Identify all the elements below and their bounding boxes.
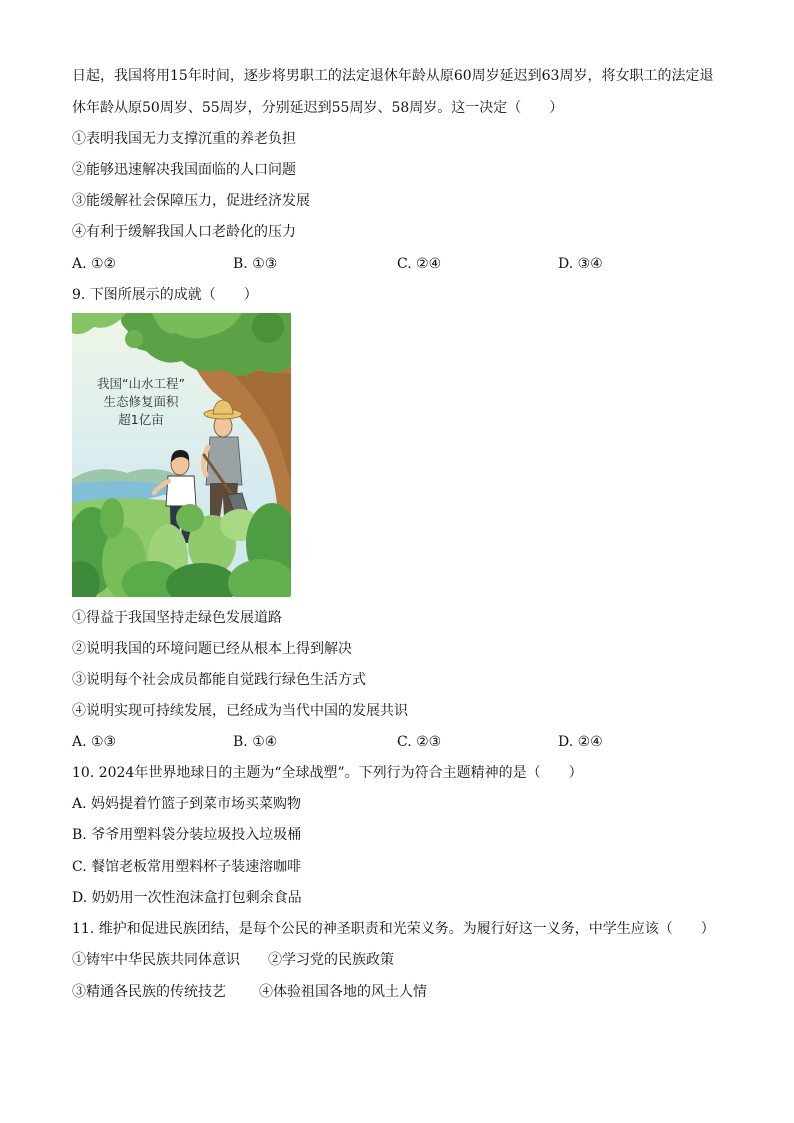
q11-stem: 11. 维护和促进民族团结，是每个公民的神圣职责和光荣义务。为履行好这一义务，中学生应该（ ） bbox=[72, 921, 715, 937]
q11-statement-3: ③精通各民族的传统技艺 bbox=[72, 984, 226, 1000]
q9-option-c: C. ②③ bbox=[397, 734, 442, 750]
q9-statement-2: ②说明我国的环境问题已经从根本上得到解决 bbox=[72, 641, 352, 657]
q9-illustration bbox=[72, 313, 291, 597]
q9-option-b: B. ①④ bbox=[233, 734, 278, 750]
q9-option-d: D. ②④ bbox=[558, 734, 603, 750]
foreground-bushes bbox=[72, 498, 291, 597]
q8-stem-line1: 日起，我国将用15年时间，逐步将男职工的法定退休年龄从原60周岁延迟到63周岁，将女职工的法定退 bbox=[72, 68, 714, 84]
q11-statement-2: ②学习党的民族政策 bbox=[268, 952, 394, 968]
figure-caption-line-1: 我国“山水工程” bbox=[97, 376, 185, 391]
figure-caption-line-3: 超1亿亩 bbox=[118, 412, 164, 427]
q8-stem-line2: 休年龄从原50周岁、55周岁，分别延迟到55周岁、58周岁。这一决定（ ） bbox=[72, 100, 564, 116]
q11-statement-1: ①铸牢中华民族共同体意识 bbox=[72, 952, 240, 968]
q8-statement-1: ①表明我国无力支撑沉重的养老负担 bbox=[72, 131, 296, 147]
q8-option-b: B. ①③ bbox=[233, 256, 278, 272]
q8-statement-2: ②能够迅速解决我国面临的人口问题 bbox=[72, 162, 296, 178]
q8-option-a: A. ①② bbox=[72, 256, 117, 272]
q10-choice-d: D. 奶奶用一次性泡沫盒打包剩余食品 bbox=[72, 890, 302, 906]
q9-option-a: A. ①③ bbox=[72, 734, 117, 750]
q9-statement-4: ④说明实现可持续发展，已经成为当代中国的发展共识 bbox=[72, 703, 408, 719]
figure-caption-line-2: 生态修复面积 bbox=[103, 394, 179, 409]
q11-statement-4: ④体验祖国各地的风土人情 bbox=[259, 984, 427, 1000]
q10-stem: 10. 2024年世界地球日的主题为“全球战塑”。下列行为符合主题精神的是（ ） bbox=[72, 765, 583, 781]
q10-choice-c: C. 餐馆老板常用塑料杯子装速溶咖啡 bbox=[72, 859, 302, 875]
q8-statement-3: ③能缓解社会保障压力，促进经济发展 bbox=[72, 193, 310, 209]
q9-statement-3: ③说明每个社会成员都能自觉践行绿色生活方式 bbox=[72, 672, 366, 688]
q8-option-c: C. ②④ bbox=[397, 256, 442, 272]
q8-statement-4: ④有利于缓解我国人口老龄化的压力 bbox=[72, 224, 296, 240]
q9-statement-1: ①得益于我国坚持走绿色发展道路 bbox=[72, 610, 282, 626]
leaf-cluster bbox=[125, 330, 143, 348]
q10-choice-a: A. 妈妈提着竹篮子到菜市场买菜购物 bbox=[72, 796, 302, 812]
q8-option-d: D. ③④ bbox=[558, 256, 603, 272]
q9-stem: 9. 下图所展示的成就（ ） bbox=[72, 287, 258, 303]
q10-choice-b: B. 爷爷用塑料袋分装垃圾投入垃圾桶 bbox=[72, 827, 302, 843]
